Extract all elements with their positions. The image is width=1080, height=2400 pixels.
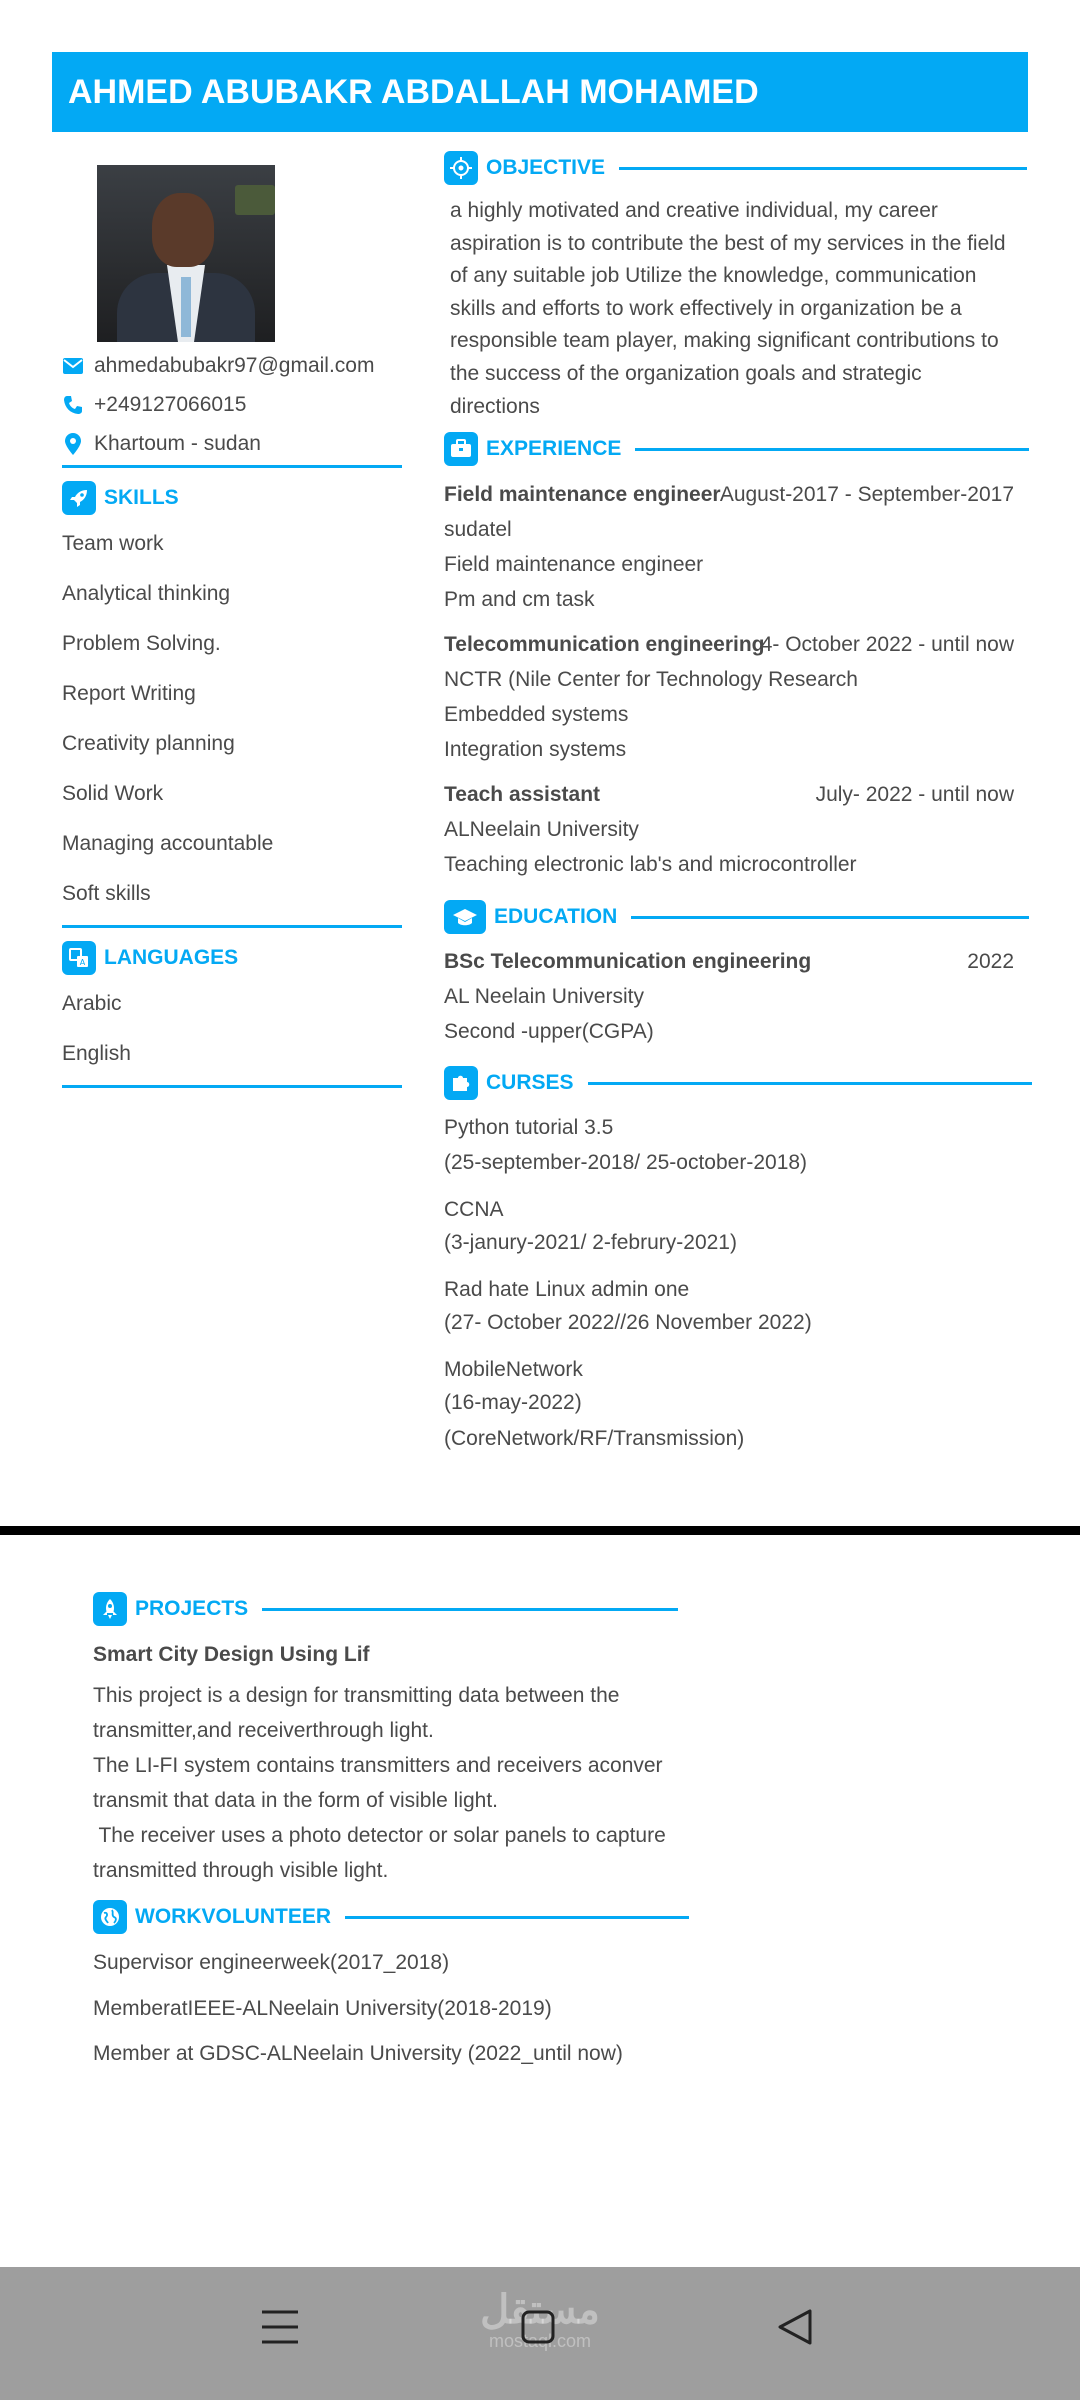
job-detail: NCTR (Nile Center for Technology Research <box>444 668 858 691</box>
project-description-line: transmitted through visible light. <box>93 1859 389 1882</box>
project-description-line: transmit that data in the form of visible light. <box>93 1789 499 1812</box>
experience-heading: EXPERIENCE <box>444 432 1029 466</box>
job-detail: Embedded systems <box>444 703 629 726</box>
watermark: مستقل mostaql.com <box>480 2288 600 2351</box>
course-dates: (27- October 2022//26 November 2022) <box>444 1311 812 1334</box>
volunteer-item: Supervisor engineerweek(2017_2018) <box>93 1951 450 1974</box>
course-dates: (16-may-2022) <box>444 1391 582 1414</box>
education-detail: Second -upper(CGPA) <box>444 1020 654 1043</box>
back-icon[interactable] <box>765 2297 825 2357</box>
phone-icon <box>62 394 84 416</box>
svg-text:A: A <box>79 958 86 967</box>
course-title: Rad hate Linux admin one <box>444 1278 690 1301</box>
volunteer-item: Member at GDSC-ALNeelain University (2022_until now) <box>93 2042 623 2065</box>
contact-location: Khartoum - sudan <box>62 432 261 456</box>
job-detail: Teaching electronic lab's and microcontroller <box>444 853 857 876</box>
course-dates: (3-janury-2021/ 2-februry-2021) <box>444 1231 737 1254</box>
job-detail: ALNeelain University <box>444 818 639 841</box>
objective-text: a highly motivated and creative individual, my career aspiration is to contribute the best of my services in the field of any suitable job Utilize the knowledge, communication skills and efforts to work effectively in organization be a responsible team player, making significant contributions to the success of the organization goals and strategic directions <box>450 199 1006 418</box>
envelope-icon <box>62 355 84 377</box>
translate-icon <box>62 941 96 975</box>
rocket-icon <box>93 1592 127 1626</box>
language-item: Arabic <box>62 992 122 1015</box>
skill-item: Report Writing <box>62 682 196 705</box>
skill-item: Managing accountable <box>62 832 274 855</box>
briefcase-icon <box>444 432 478 466</box>
name-header <box>52 52 1028 132</box>
contact-email: ahmedabubakr97@gmail.com <box>62 354 374 378</box>
curses-heading: CURSES <box>444 1066 1032 1100</box>
resume-page-2 <box>0 1535 1080 2267</box>
job-date: August-2017 - September-2017 <box>719 483 1014 506</box>
page-divider <box>0 1526 1080 1535</box>
job-detail: sudatel <box>444 518 512 541</box>
projects-heading: PROJECTS <box>93 1592 678 1626</box>
job-date: 4- October 2022 - until now <box>760 633 1014 656</box>
skill-item: Solid Work <box>62 782 164 805</box>
languages-heading: A LANGUAGES <box>62 941 238 975</box>
menu-icon[interactable] <box>250 2297 310 2357</box>
job-role: Telecommunication engineering <box>444 633 765 656</box>
project-description-line: transmitter,and receiverthrough light. <box>93 1719 434 1742</box>
target-icon <box>444 151 478 185</box>
skill-item: Soft skills <box>62 882 151 905</box>
globe-icon <box>93 1900 127 1934</box>
project-description-line: The LI-FI system contains transmitters and receivers aconver <box>93 1754 663 1777</box>
map-pin-icon <box>62 433 84 455</box>
course-dates: (25-september-2018/ 25-october-2018) <box>444 1151 808 1174</box>
course-title: MobileNetwork <box>444 1358 583 1381</box>
left-divider <box>62 465 402 468</box>
language-item: English <box>62 1042 131 1065</box>
left-divider <box>62 925 402 928</box>
skill-item: Problem Solving. <box>62 632 221 655</box>
project-description-line: The receiver uses a photo detector or solar panels to capture <box>93 1824 666 1847</box>
skill-item: Creativity planning <box>62 732 235 755</box>
project-description-line: This project is a design for transmitting data between the <box>93 1684 620 1707</box>
profile-photo <box>97 165 275 342</box>
workvolunteer-heading: WORKVOLUNTEER <box>93 1900 689 1934</box>
job-date: July- 2022 - until now <box>815 783 1014 806</box>
education-heading: EDUCATION <box>444 900 1029 934</box>
job-detail: Field maintenance engineer <box>444 553 704 576</box>
job-role: Field maintenance engineer <box>444 483 721 506</box>
project-name: Smart City Design Using Lif <box>93 1643 370 1666</box>
puzzle-icon <box>444 1066 478 1100</box>
skills-heading: SKILLS <box>62 481 179 515</box>
education-detail: AL Neelain University <box>444 985 644 1008</box>
graduation-cap-icon <box>444 900 486 934</box>
candidate-name: AHMED ABUBAKR ABDALLAH MOHAMED <box>68 73 759 111</box>
job-role: Teach assistant <box>444 783 601 806</box>
home-icon[interactable] <box>508 2297 568 2357</box>
job-detail: Integration systems <box>444 738 627 761</box>
volunteer-item: MemberatIEEE-ALNeelain University(2018-2019) <box>93 1997 552 2020</box>
objective-heading: OBJECTIVE <box>444 151 1027 185</box>
course-title: CCNA <box>444 1198 504 1221</box>
job-detail: Pm and cm task <box>444 588 595 611</box>
contact-phone: +249127066015 <box>62 393 246 417</box>
skill-item: Team work <box>62 532 164 555</box>
course-dates: (CoreNetwork/RF/Transmission) <box>444 1427 745 1450</box>
skill-item: Analytical thinking <box>62 582 231 605</box>
degree-year: 2022 <box>967 950 1014 973</box>
course-title: Python tutorial 3.5 <box>444 1116 614 1139</box>
system-navigation-bar <box>0 2267 1080 2400</box>
degree-title: BSc Telecommunication engineering <box>444 950 812 973</box>
left-divider <box>62 1085 402 1088</box>
rocket-icon <box>62 481 96 515</box>
